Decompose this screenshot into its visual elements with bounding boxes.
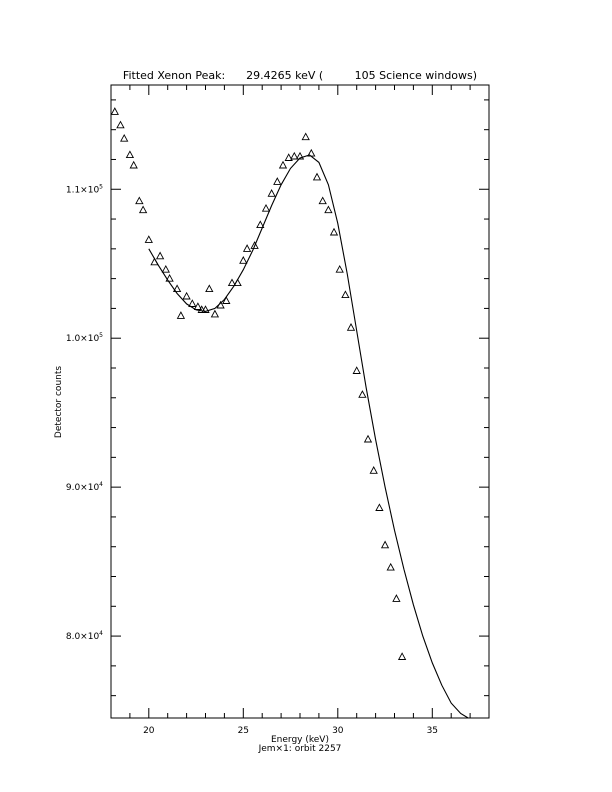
y-tick-label: $1.1\times 10^5$ xyxy=(65,183,103,196)
x-tick-label: 35 xyxy=(426,726,439,736)
x-tick-label: 25 xyxy=(237,726,250,736)
y-tick-label: $9.0\times 10^4$ xyxy=(65,481,103,494)
y-tick-label: $8.0\times 10^4$ xyxy=(65,630,103,643)
chart-subtitle: Jem×1: orbit 2257 xyxy=(258,744,342,754)
x-axis-label: Energy (keV) xyxy=(271,735,329,745)
y-tick-label: $1.0\times 10^5$ xyxy=(65,332,103,345)
chart-title: Fitted Xenon Peak: 29.4265 keV ( 105 Science windows) xyxy=(122,69,478,82)
x-tick-label: 20 xyxy=(143,726,155,736)
x-tick-label: 30 xyxy=(332,726,344,736)
y-axis-label: Detector counts xyxy=(54,365,64,439)
